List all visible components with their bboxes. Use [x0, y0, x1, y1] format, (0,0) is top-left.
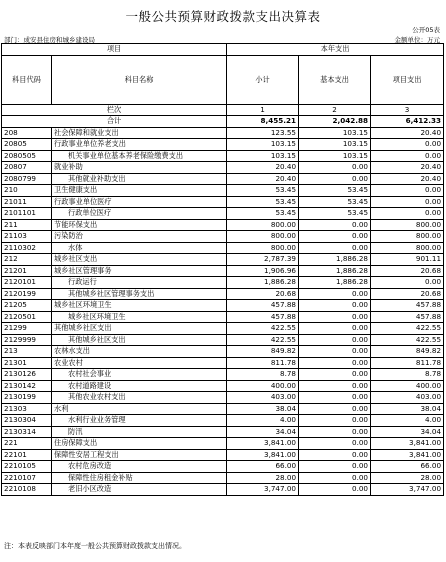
row-project: 901.11 [371, 254, 444, 266]
row-subtotal: 800.00 [227, 219, 299, 231]
row-code: 221 [2, 438, 52, 450]
form-code: 公开05表 [412, 26, 440, 34]
row-project: 34.04 [371, 426, 444, 438]
row-name: 水体 [52, 242, 227, 254]
row-subtotal: 53.45 [227, 196, 299, 208]
table-row [2, 300, 444, 312]
row-basic: 0.00 [299, 173, 371, 185]
row-basic: 1,886.28 [299, 277, 371, 289]
row-project: 0.00 [371, 208, 444, 220]
row-subtotal: 457.88 [227, 311, 299, 323]
row-code: 21205 [2, 300, 52, 312]
row-project: 811.78 [371, 357, 444, 369]
table-row [2, 369, 444, 381]
header-subtotal: 小计 [227, 55, 299, 104]
row-subtotal: 20.40 [227, 162, 299, 174]
table-row [2, 288, 444, 300]
row-name: 社会保障和就业支出 [52, 127, 227, 139]
row-project: 403.00 [371, 392, 444, 404]
row-code: 212 [2, 254, 52, 266]
row-name: 行政事业单位医疗 [52, 196, 227, 208]
row-code: 21011 [2, 196, 52, 208]
row-project: 20.40 [371, 127, 444, 139]
row-code: 21303 [2, 403, 52, 415]
row-name: 农村社会事业 [52, 369, 227, 381]
table-row [2, 150, 444, 162]
row-project: 3,841.00 [371, 449, 444, 461]
total-label: 合计 [2, 116, 227, 128]
table-row [2, 472, 444, 484]
row-project: 0.00 [371, 196, 444, 208]
header-name: 科目名称 [52, 55, 227, 104]
row-basic: 0.00 [299, 323, 371, 335]
row-name: 行政事业单位养老支出 [52, 139, 227, 151]
row-code: 21301 [2, 357, 52, 369]
row-subtotal: 403.00 [227, 392, 299, 404]
row-name: 行政单位医疗 [52, 208, 227, 220]
row-basic: 0.00 [299, 461, 371, 473]
row-subtotal: 38.04 [227, 403, 299, 415]
row-code: 22101 [2, 449, 52, 461]
row-subtotal: 53.45 [227, 208, 299, 220]
row-name: 卫生健康支出 [52, 185, 227, 197]
table-row [2, 196, 444, 208]
row-project: 0.00 [371, 139, 444, 151]
row-basic: 0.00 [299, 300, 371, 312]
row-code: 211 [2, 219, 52, 231]
header-current-year: 本年支出 [227, 44, 444, 56]
row-name: 住房保障支出 [52, 438, 227, 450]
row-project: 422.55 [371, 323, 444, 335]
row-code: 2130304 [2, 415, 52, 427]
row-project: 3,747.00 [371, 484, 444, 496]
row-basic: 53.45 [299, 185, 371, 197]
row-subtotal: 28.00 [227, 472, 299, 484]
total-basic: 2,042.88 [299, 116, 371, 128]
row-subtotal: 53.45 [227, 185, 299, 197]
row-code: 2130314 [2, 426, 52, 438]
row-code: 2129999 [2, 334, 52, 346]
row-name: 机关事业单位基本养老保险缴费支出 [52, 150, 227, 162]
report-title: 一般公共预算财政拨款支出决算表 [125, 9, 321, 24]
row-subtotal: 422.55 [227, 334, 299, 346]
row-name: 其他城乡社区支出 [52, 323, 227, 335]
row-subtotal: 811.78 [227, 357, 299, 369]
column-index-1: 1 [227, 104, 299, 116]
row-name: 保障性安居工程支出 [52, 449, 227, 461]
column-index-row [2, 104, 444, 116]
total-row [2, 116, 444, 128]
row-name: 农业农村 [52, 357, 227, 369]
table-row [2, 139, 444, 151]
row-name: 水利 [52, 403, 227, 415]
row-code: 2120501 [2, 311, 52, 323]
row-subtotal: 422.55 [227, 323, 299, 335]
row-subtotal: 3,841.00 [227, 438, 299, 450]
row-basic: 0.00 [299, 311, 371, 323]
row-basic: 0.00 [299, 380, 371, 392]
row-code: 208 [2, 127, 52, 139]
row-subtotal: 20.40 [227, 173, 299, 185]
row-name: 其他农业农村支出 [52, 392, 227, 404]
row-subtotal: 849.82 [227, 346, 299, 358]
row-basic: 1,886.28 [299, 265, 371, 277]
table-row [2, 127, 444, 139]
table-row [2, 185, 444, 197]
row-code: 2210107 [2, 472, 52, 484]
table-row [2, 265, 444, 277]
row-code: 2210108 [2, 484, 52, 496]
row-basic: 0.00 [299, 346, 371, 358]
total-subtotal: 8,455.21 [227, 116, 299, 128]
header-row-2 [2, 55, 444, 104]
row-basic: 0.00 [299, 219, 371, 231]
row-code: 21299 [2, 323, 52, 335]
table-row [2, 334, 444, 346]
table-row [2, 426, 444, 438]
row-code: 2130126 [2, 369, 52, 381]
table-row [2, 173, 444, 185]
row-subtotal: 103.15 [227, 150, 299, 162]
table-row [2, 242, 444, 254]
row-project: 0.00 [371, 150, 444, 162]
row-basic: 103.15 [299, 127, 371, 139]
row-project: 800.00 [371, 219, 444, 231]
unit-label: 金额单位：万元 [394, 36, 440, 44]
row-subtotal: 20.68 [227, 288, 299, 300]
row-basic: 0.00 [299, 426, 371, 438]
row-name: 农村危房改造 [52, 461, 227, 473]
row-name: 老旧小区改造 [52, 484, 227, 496]
row-code: 21103 [2, 231, 52, 243]
table-row [2, 438, 444, 450]
row-project: 400.00 [371, 380, 444, 392]
row-basic: 0.00 [299, 242, 371, 254]
row-name: 保障性住房租金补贴 [52, 472, 227, 484]
table-row [2, 415, 444, 427]
department-label: 部门：成安县住房和城乡建设局 [4, 36, 95, 44]
table-row [2, 449, 444, 461]
header-basic: 基本支出 [299, 55, 371, 104]
row-basic: 0.00 [299, 449, 371, 461]
column-index-3: 3 [371, 104, 444, 116]
column-index-label: 栏次 [2, 104, 227, 116]
row-name: 城乡社区环境卫生 [52, 300, 227, 312]
header-row-1 [2, 44, 444, 56]
row-name: 行政运行 [52, 277, 227, 289]
row-basic: 0.00 [299, 438, 371, 450]
row-basic: 103.15 [299, 139, 371, 151]
row-project: 38.04 [371, 403, 444, 415]
row-code: 2130199 [2, 392, 52, 404]
table-row [2, 162, 444, 174]
footnote: 注：本表反映部门本年度一般公共预算财政拨款支出情况。 [4, 542, 186, 550]
row-code: 20807 [2, 162, 52, 174]
row-code: 2120101 [2, 277, 52, 289]
row-subtotal: 800.00 [227, 242, 299, 254]
row-project: 20.68 [371, 265, 444, 277]
row-name: 就业补助 [52, 162, 227, 174]
row-project: 0.00 [371, 185, 444, 197]
row-project: 20.68 [371, 288, 444, 300]
row-subtotal: 8.78 [227, 369, 299, 381]
row-basic: 0.00 [299, 484, 371, 496]
header-code: 科目代码 [2, 55, 52, 104]
row-code: 2210105 [2, 461, 52, 473]
row-subtotal: 1,886.28 [227, 277, 299, 289]
table-row [2, 461, 444, 473]
row-subtotal: 457.88 [227, 300, 299, 312]
row-project: 800.00 [371, 242, 444, 254]
row-subtotal: 1,906.96 [227, 265, 299, 277]
row-basic: 0.00 [299, 369, 371, 381]
table-row [2, 323, 444, 335]
row-name: 城乡社区支出 [52, 254, 227, 266]
row-subtotal: 3,841.00 [227, 449, 299, 461]
row-basic: 0.00 [299, 334, 371, 346]
row-project: 3,841.00 [371, 438, 444, 450]
row-basic: 0.00 [299, 162, 371, 174]
row-subtotal: 3,747.00 [227, 484, 299, 496]
row-name: 其他城乡社区支出 [52, 334, 227, 346]
row-project: 457.88 [371, 300, 444, 312]
row-basic: 1,886.28 [299, 254, 371, 266]
total-project: 6,412.33 [371, 116, 444, 128]
row-basic: 0.00 [299, 288, 371, 300]
row-name: 节能环保支出 [52, 219, 227, 231]
row-subtotal: 103.15 [227, 139, 299, 151]
row-project: 4.00 [371, 415, 444, 427]
row-project: 20.40 [371, 173, 444, 185]
header-project: 项目 [2, 44, 227, 56]
table-row [2, 219, 444, 231]
table-row [2, 311, 444, 323]
table-row [2, 357, 444, 369]
row-subtotal: 400.00 [227, 380, 299, 392]
row-code: 2101101 [2, 208, 52, 220]
table-row [2, 403, 444, 415]
row-subtotal: 800.00 [227, 231, 299, 243]
row-basic: 53.45 [299, 208, 371, 220]
row-project: 66.00 [371, 461, 444, 473]
row-name: 其他城乡社区管理事务支出 [52, 288, 227, 300]
expenditure-table [1, 43, 444, 496]
row-basic: 0.00 [299, 415, 371, 427]
column-index-2: 2 [299, 104, 371, 116]
row-code: 21201 [2, 265, 52, 277]
row-name: 农村道路建设 [52, 380, 227, 392]
row-project: 457.88 [371, 311, 444, 323]
row-code: 20805 [2, 139, 52, 151]
row-name: 城乡社区管理事务 [52, 265, 227, 277]
row-basic: 0.00 [299, 231, 371, 243]
row-basic: 103.15 [299, 150, 371, 162]
row-code: 2080505 [2, 150, 52, 162]
row-basic: 0.00 [299, 403, 371, 415]
table-row [2, 277, 444, 289]
table-row [2, 208, 444, 220]
row-subtotal: 34.04 [227, 426, 299, 438]
row-project: 28.00 [371, 472, 444, 484]
row-name: 污染防治 [52, 231, 227, 243]
row-code: 213 [2, 346, 52, 358]
row-subtotal: 66.00 [227, 461, 299, 473]
row-basic: 0.00 [299, 357, 371, 369]
row-subtotal: 2,787.39 [227, 254, 299, 266]
row-project: 800.00 [371, 231, 444, 243]
row-code: 210 [2, 185, 52, 197]
row-project: 8.78 [371, 369, 444, 381]
table-row [2, 380, 444, 392]
row-project: 20.40 [371, 162, 444, 174]
row-basic: 53.45 [299, 196, 371, 208]
table-row [2, 484, 444, 496]
row-code: 2120199 [2, 288, 52, 300]
row-basic: 0.00 [299, 392, 371, 404]
row-name: 水利行业业务管理 [52, 415, 227, 427]
row-project: 849.82 [371, 346, 444, 358]
row-name: 城乡社区环境卫生 [52, 311, 227, 323]
row-name: 防汛 [52, 426, 227, 438]
row-subtotal: 4.00 [227, 415, 299, 427]
row-project: 0.00 [371, 277, 444, 289]
table-row [2, 392, 444, 404]
row-code: 2110302 [2, 242, 52, 254]
row-subtotal: 123.55 [227, 127, 299, 139]
table-row [2, 346, 444, 358]
row-name: 其他就业补助支出 [52, 173, 227, 185]
row-name: 农林水支出 [52, 346, 227, 358]
row-code: 2080799 [2, 173, 52, 185]
row-project: 422.55 [371, 334, 444, 346]
table-row [2, 254, 444, 266]
row-code: 2130142 [2, 380, 52, 392]
row-basic: 0.00 [299, 472, 371, 484]
header-project-expense: 项目支出 [371, 55, 444, 104]
table-row [2, 231, 444, 243]
